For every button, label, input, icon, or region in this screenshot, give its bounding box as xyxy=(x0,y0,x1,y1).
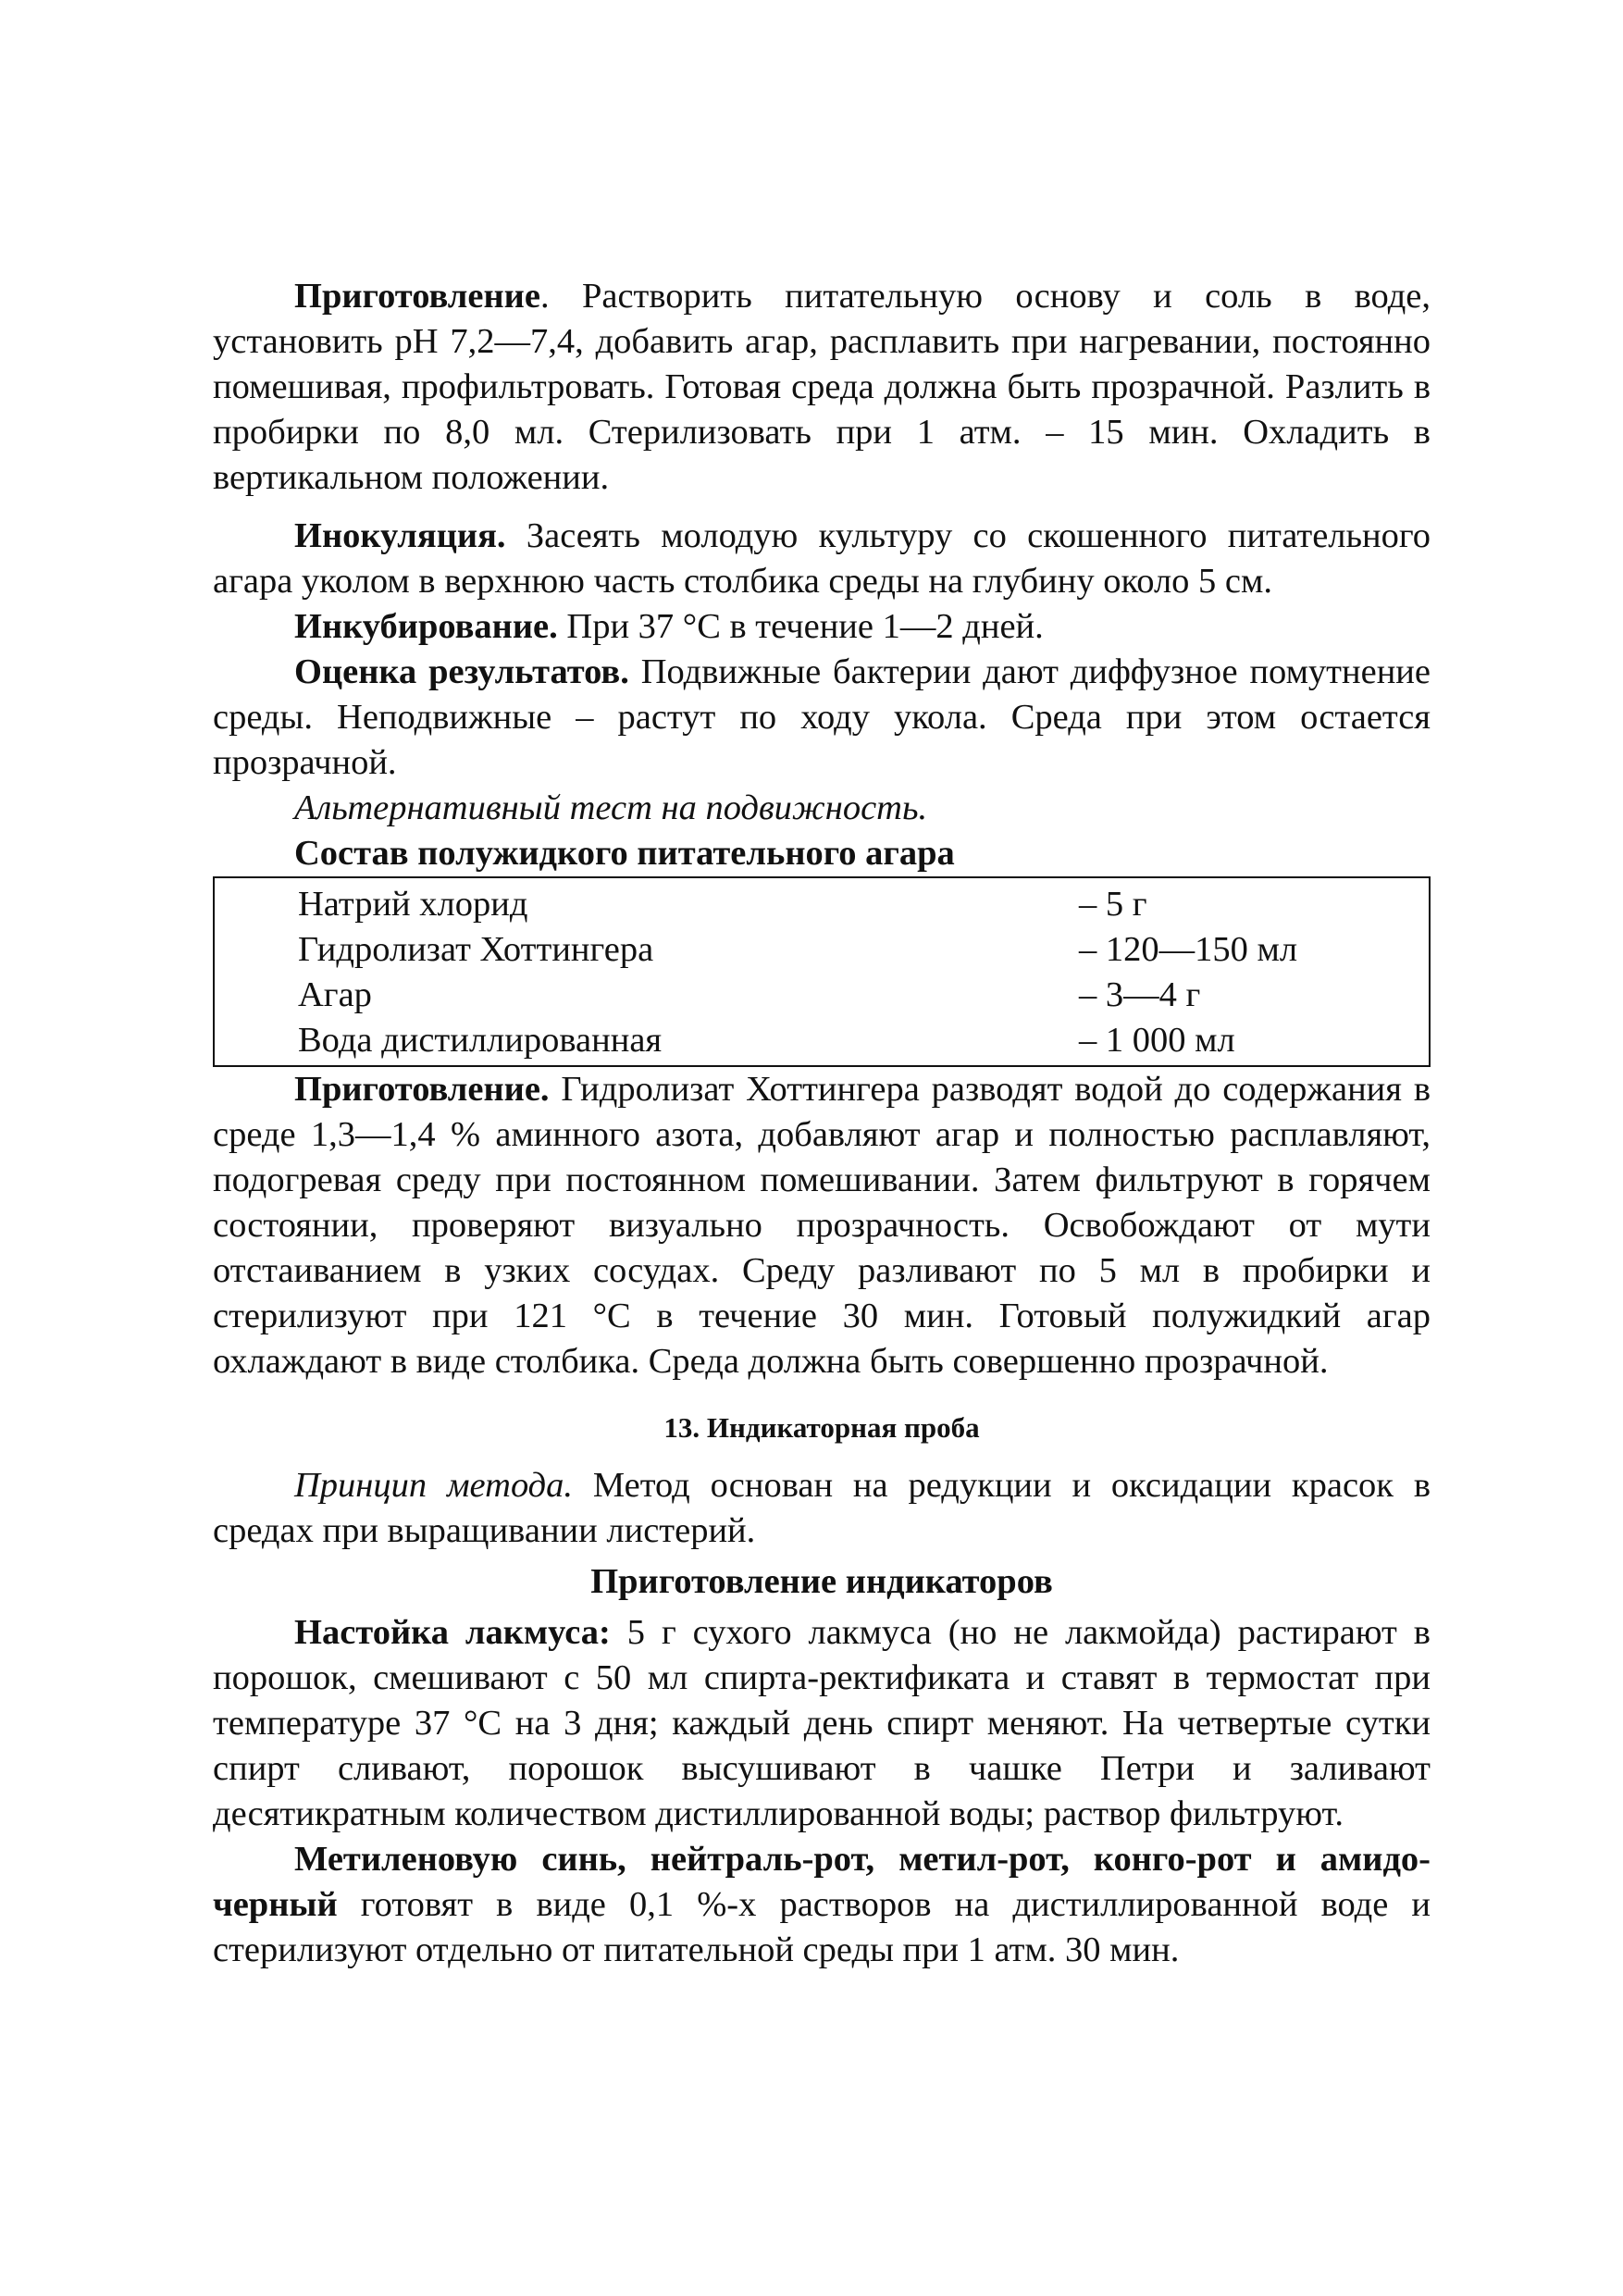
ingredient-name: Агар xyxy=(298,975,372,1014)
incubation-label: Инкубирование. xyxy=(294,607,558,646)
ingredient-name: Гидролизат Хоттингера xyxy=(298,930,654,969)
ingredient-amount: – 1 000 мл xyxy=(1079,1021,1235,1060)
preparation-label: Приготовление xyxy=(294,277,540,316)
ingredient-amount: – 5 г xyxy=(1079,885,1147,924)
principle-paragraph xyxy=(213,1463,1431,1554)
dyes-paragraph xyxy=(213,1837,1431,1973)
ingredient-name: Вода дистиллированная xyxy=(298,1021,663,1060)
composition-row xyxy=(215,973,1429,1018)
indicators-heading: Приготовление индикаторов xyxy=(590,1562,1053,1601)
composition-table xyxy=(213,876,1431,1067)
composition-title: Состав полужидкого питательного агара xyxy=(294,834,955,873)
preparation-text: . Растворить питательную основу и соль в воде, установить рН 7,2—7,4, добавить агар, расплавить при нагревании, постоянно помешивая, профильтровать. Готовая среда должна быть прозрачной. Разлить в пробирки по 8,0 мл. Стерилизовать при 1 атм. – 15 мин. Охладить в вертикальном положении. xyxy=(213,277,1431,497)
composition-row xyxy=(215,927,1429,973)
principle-text: Метод основан на редукции и оксидации красок в средах при выращивании листерий. xyxy=(213,1466,1431,1550)
alternative-test-line: Альтернативный тест на подвижность. xyxy=(294,788,928,827)
evaluation-label: Оценка результатов. xyxy=(294,652,629,691)
inoculation-text: Засеять молодую культуру со скошенного питательного агара уколом в верхнюю часть столбика среды на глубину около 5 см. xyxy=(213,516,1431,601)
litmus-text: 5 г сухого лакмуса (но не лакмойда) растирают в порошок, смешивают с 50 мл спирта-ректификата и ставят в термостат при температуре 37 °С на 3 дня; каждый день спирт меняют. На четвертые сутки спирт сливают, порошок высушивают в чашке Петри и заливают десятикратным количеством дистиллированной воды; раствор фильтруют. xyxy=(213,1613,1431,1833)
evaluation-text: Подвижные бактерии дают диффузное помутнение среды. Неподвижные – растут по ходу укола. Среда при этом остается прозрачной. xyxy=(213,652,1431,782)
principle-label: Принцип метода. xyxy=(294,1466,574,1505)
litmus-label: Настойка лакмуса: xyxy=(294,1613,611,1652)
section-13-heading: 13. Индикаторная проба xyxy=(663,1411,980,1444)
document-page xyxy=(213,274,1431,1973)
ingredient-name: Натрий хлорид xyxy=(298,885,528,924)
incubation-paragraph xyxy=(213,604,1431,650)
ingredient-amount: – 3—4 г xyxy=(1079,975,1201,1014)
litmus-paragraph xyxy=(213,1610,1431,1837)
preparation-paragraph-2 xyxy=(213,1067,1431,1384)
inoculation-paragraph xyxy=(213,514,1431,604)
preparation-paragraph-1 xyxy=(213,274,1431,501)
incubation-text: При 37 °С в течение 1—2 дней. xyxy=(557,607,1044,646)
composition-row xyxy=(215,882,1429,927)
dyes-label: Метиленовую синь, нейтраль-рот, метил-рот, конго-рот и амидо-черный xyxy=(213,1840,1431,1924)
evaluation-paragraph xyxy=(213,650,1431,786)
preparation-text: Гидролизат Хоттингера разводят водой до содержания в среде 1,3—1,4 % аминного азота, добавляют агар и полностью расплавляют, подогревая среду при постоянном помешивании. Затем фильтруют в горячем состоянии, проверяют визуально прозрачность. Освобождают от мути отстаиванием в узких сосудах. Среду разливают по 5 мл в пробирки и стерилизуют при 121 °С в течение 30 мин. Готовый полужидкий агар охлаждают в виде столбика. Среда должна быть совершенно прозрачной. xyxy=(213,1070,1431,1381)
ingredient-amount: – 120—150 мл xyxy=(1079,930,1298,969)
preparation-label: Приготовление. xyxy=(294,1070,550,1109)
inoculation-label: Инокуляция. xyxy=(294,516,506,555)
dyes-text: готовят в виде 0,1 %-х растворов на дистиллированной воде и стерилизуют отдельно от питательной среды при 1 атм. 30 мин. xyxy=(213,1885,1431,1969)
composition-row xyxy=(215,1018,1429,1063)
